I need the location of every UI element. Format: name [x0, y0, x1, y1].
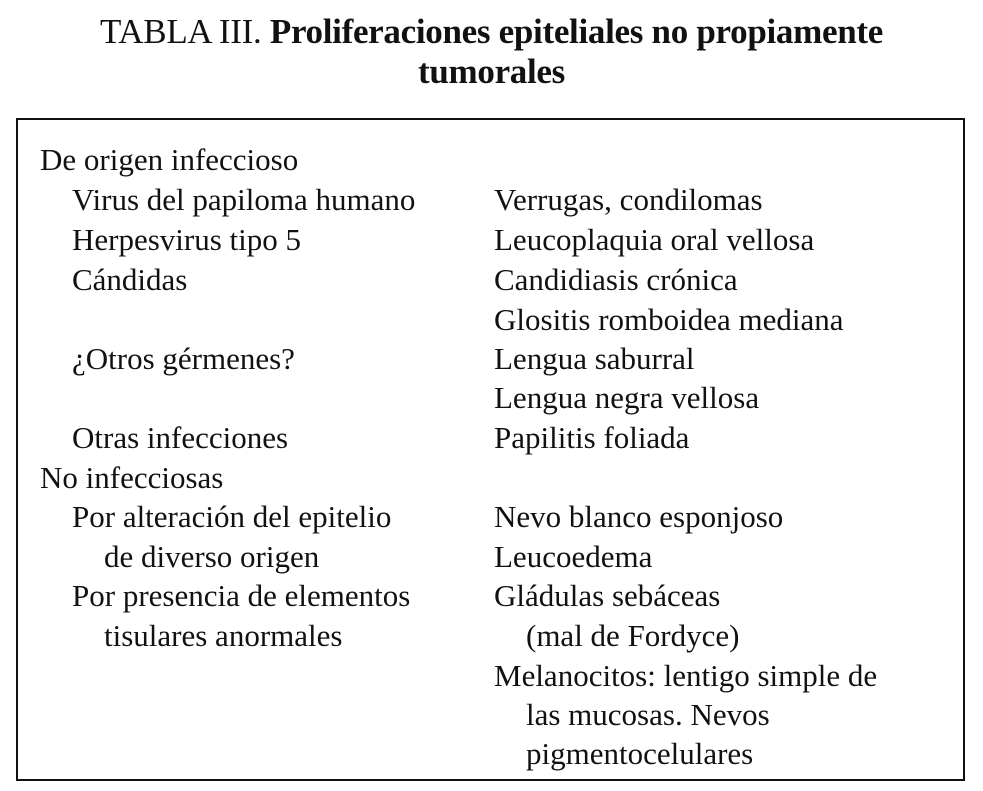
- table-row: [18, 458, 963, 498]
- cause-cell: ¿Otros gérmenes?: [72, 341, 295, 376]
- condition-cell: Leucoplaquia oral vellosa: [494, 222, 815, 257]
- caption-line-2: [0, 52, 983, 92]
- table-row: [18, 339, 963, 379]
- condition-cell: Lengua saburral: [494, 341, 695, 376]
- table-row: [18, 300, 963, 340]
- caption-line-1: [0, 12, 983, 52]
- table-row: [18, 378, 963, 418]
- table-title-part-1: Proliferaciones epiteliales no propiamente: [269, 12, 883, 51]
- cause-cell-continuation: tisulares anormales: [104, 618, 343, 653]
- table-row: [18, 497, 963, 537]
- table-row: [18, 576, 963, 616]
- category-heading: De origen infeccioso: [40, 142, 299, 177]
- table-title-part-2: tumorales: [418, 52, 565, 91]
- condition-cell: Candidiasis crónica: [494, 262, 738, 297]
- condition-cell: Lengua negra vellosa: [494, 380, 760, 415]
- cause-cell-continuation: de diverso origen: [104, 539, 320, 574]
- condition-cell-continuation: las mucosas. Nevos: [526, 697, 770, 732]
- cause-cell: Cándidas: [72, 262, 188, 297]
- category-heading: No infecciosas: [40, 460, 224, 495]
- table-row: [18, 220, 963, 260]
- table-row: [18, 537, 963, 577]
- condition-cell-continuation: (mal de Fordyce): [526, 618, 740, 653]
- table-row: [18, 616, 963, 656]
- table-row: [18, 695, 963, 735]
- table-row: [18, 260, 963, 300]
- condition-cell: Papilitis foliada: [494, 420, 690, 455]
- cause-cell: Por presencia de elementos: [72, 578, 411, 613]
- table-row: [18, 734, 963, 774]
- table-row: [18, 180, 963, 220]
- cause-cell: Otras infecciones: [72, 420, 289, 455]
- cause-cell: Virus del papiloma humano: [72, 182, 416, 217]
- table-row: [18, 656, 963, 696]
- table-frame: [16, 118, 965, 781]
- condition-cell: Verrugas, condilomas: [494, 182, 763, 217]
- table-caption: [0, 12, 983, 92]
- condition-cell: Glositis romboidea mediana: [494, 302, 844, 337]
- table-number-label: TABLA III.: [100, 12, 262, 51]
- condition-cell: Gládulas sebáceas: [494, 578, 721, 613]
- condition-cell-continuation: pigmentocelulares: [526, 736, 754, 771]
- cause-cell: Herpesvirus tipo 5: [72, 222, 302, 257]
- condition-cell: Leucoedema: [494, 539, 653, 574]
- condition-cell: Melanocitos: lentigo simple de: [494, 658, 878, 693]
- table-row: [18, 418, 963, 458]
- cause-cell: Por alteración del epitelio: [72, 499, 392, 534]
- condition-cell: Nevo blanco esponjoso: [494, 499, 784, 534]
- table-row: [18, 140, 963, 180]
